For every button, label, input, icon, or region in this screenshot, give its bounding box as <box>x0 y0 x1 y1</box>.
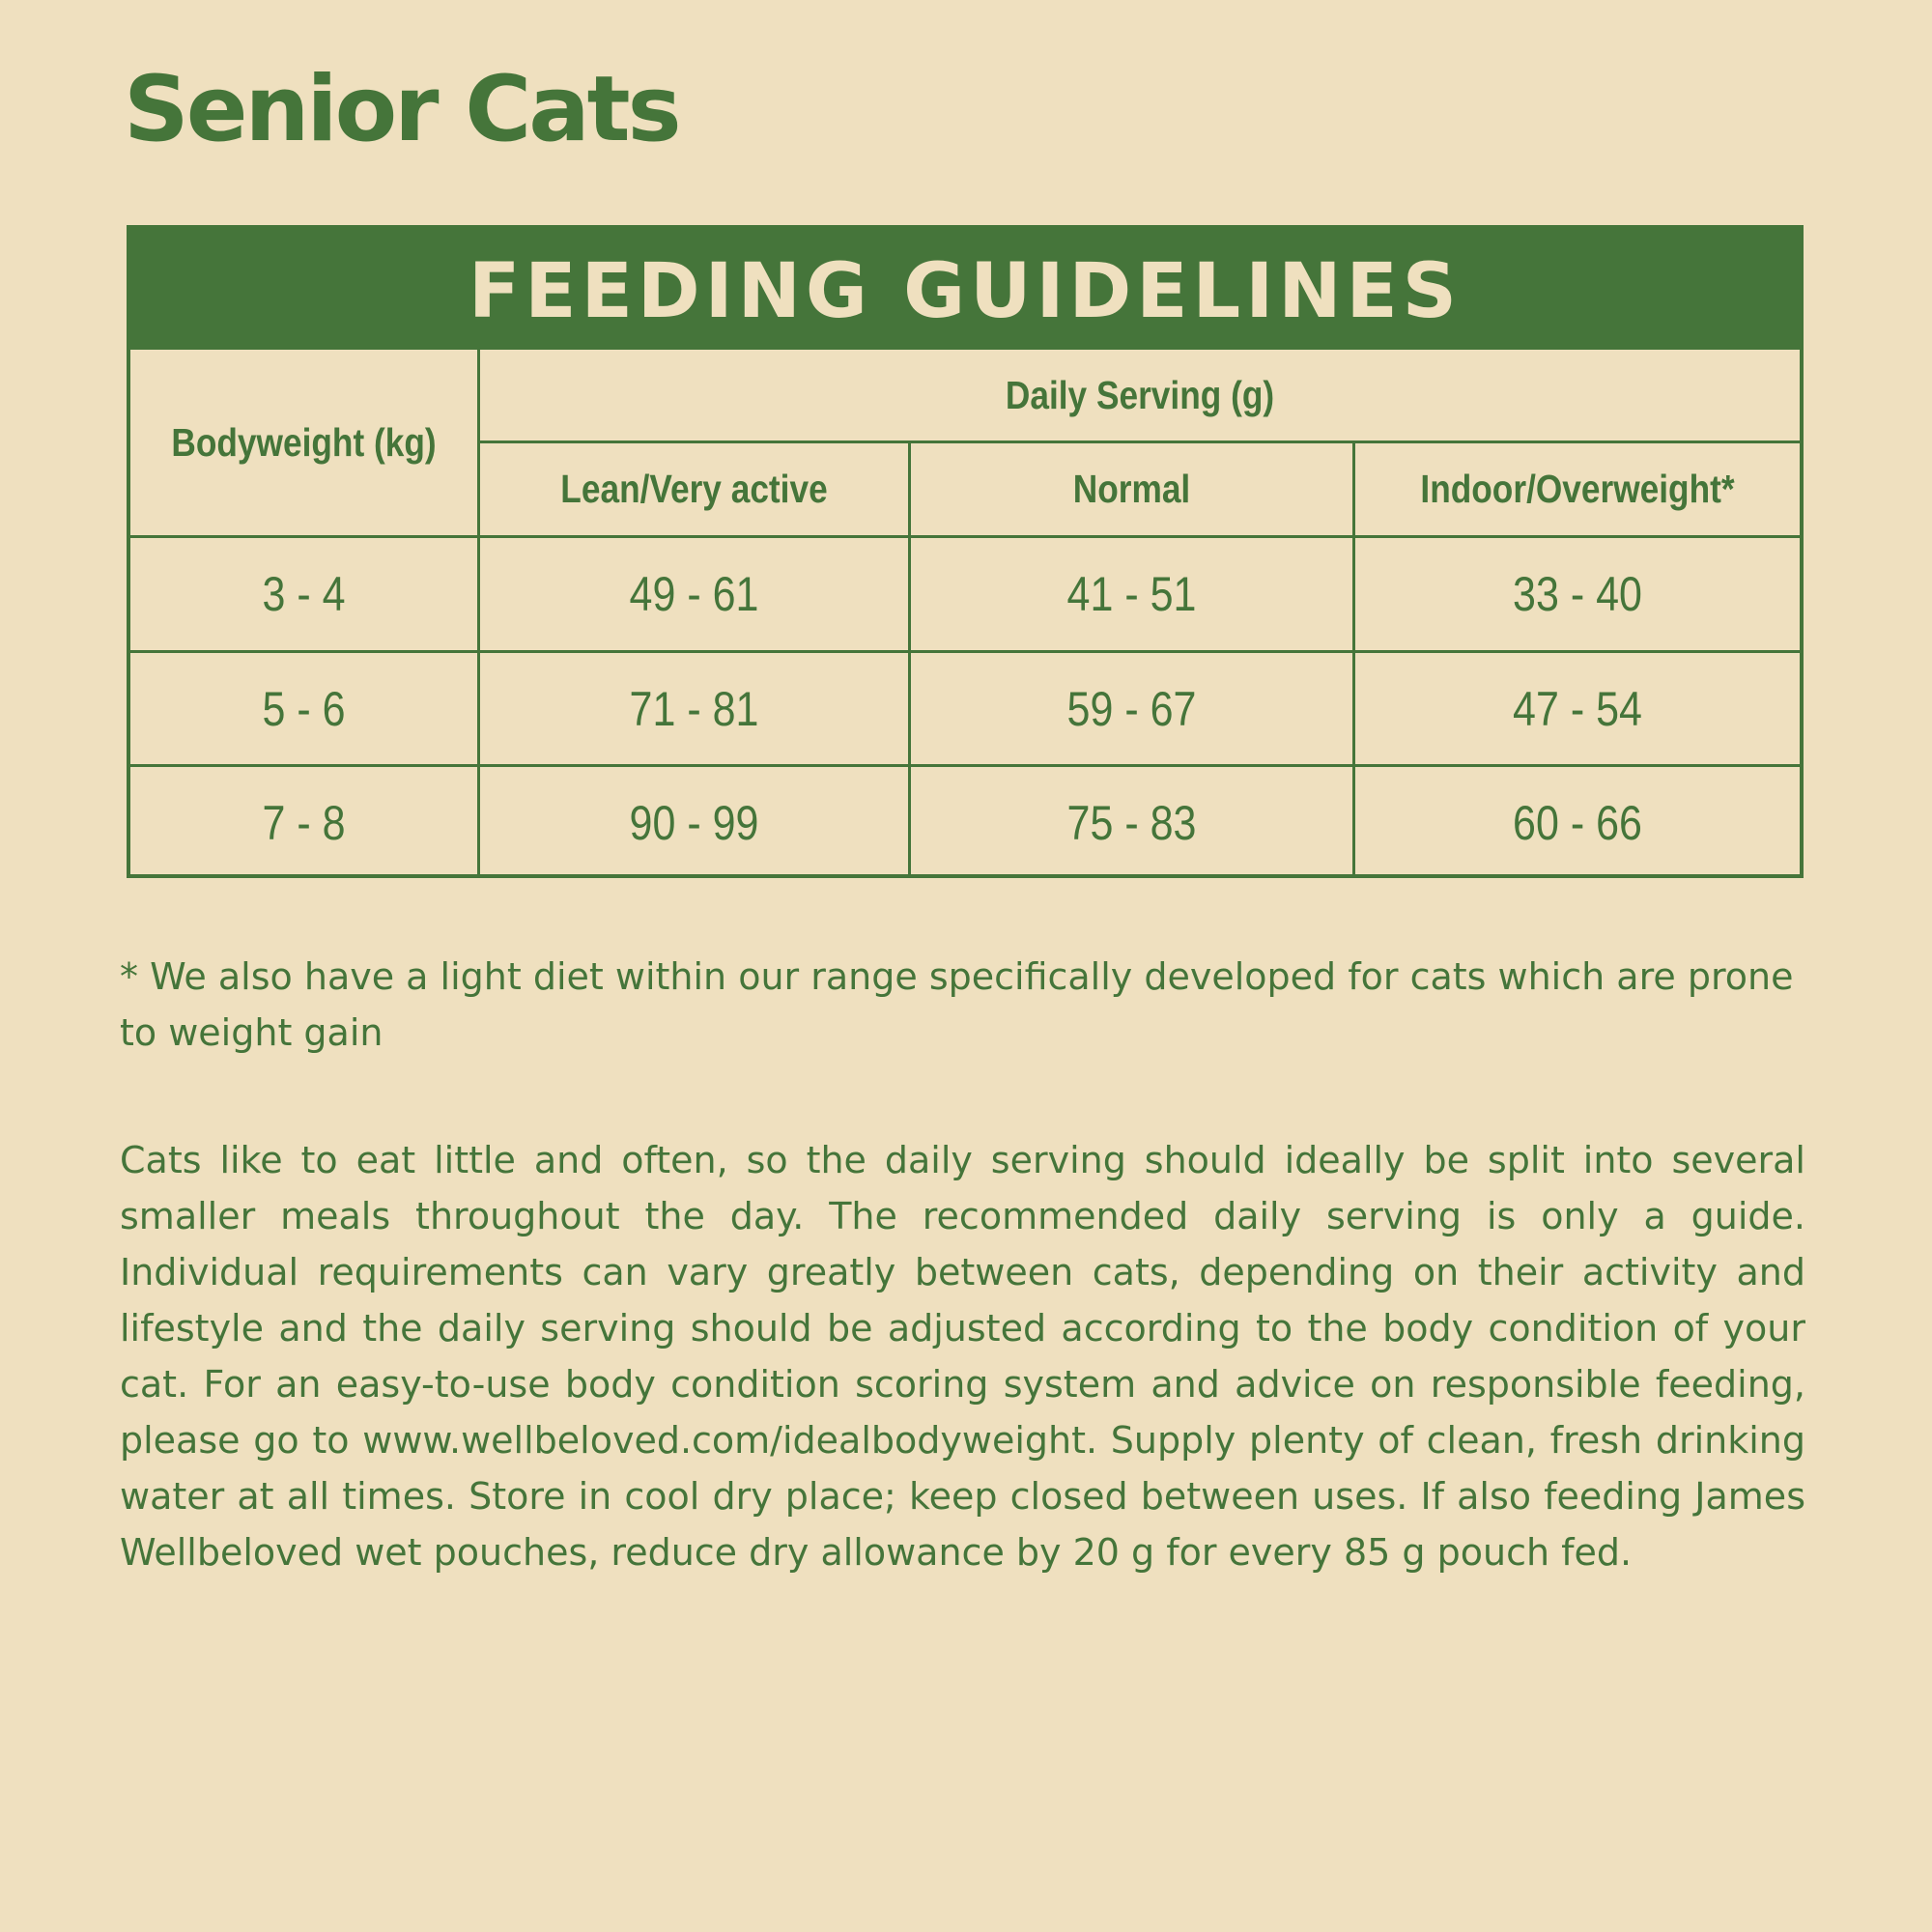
bodyweight-cell: 3 - 4 <box>262 567 346 621</box>
serving-cell-lean: 90 - 99 <box>629 795 759 850</box>
column-divider <box>908 440 911 878</box>
column-header-normal: Normal <box>1072 467 1191 511</box>
column-divider <box>477 350 480 878</box>
serving-cell-normal: 41 - 51 <box>1066 567 1197 621</box>
page-title: Senior Cats <box>124 57 679 162</box>
table-banner <box>130 229 1800 350</box>
column-divider <box>1352 440 1355 878</box>
serving-cell-indoor: 60 - 66 <box>1513 795 1642 850</box>
table-banner-title: FEEDING GUIDELINES <box>469 247 1462 335</box>
bodyweight-cell: 5 - 6 <box>262 681 346 736</box>
feeding-instructions: Cats like to eat little and often, so the daily serving should ideally be split into several smaller meals throughout the day. The recommended daily serving is only a guide. Individual requirements can vary greatly between cats, depending on their activity and lifestyle and the daily serving should be adjusted according to the body condition of your cat. For an easy-to-use body condition scoring system and advice on responsible feeding, please go to www.wellbeloved.com/idealbodyweight. Supply plenty of clean, fresh drinking water at all times. Store in cool dry place; keep closed between uses. If also feeding James Wellbeloved wet pouches, reduce dry allowance by 20 g for every 85 g pouch fed. <box>120 1139 1805 1574</box>
serving-cell-lean: 49 - 61 <box>629 567 759 621</box>
serving-cell-normal: 59 - 67 <box>1066 681 1197 736</box>
bodyweight-header: Bodyweight (kg) <box>171 419 437 465</box>
feeding-guidelines-table <box>127 225 1804 878</box>
column-header-lean: Lean/Very active <box>560 467 828 511</box>
serving-cell-indoor: 33 - 40 <box>1513 567 1642 621</box>
bodyweight-cell: 7 - 8 <box>262 795 346 850</box>
serving-cell-normal: 75 - 83 <box>1066 795 1197 850</box>
serving-cell-lean: 71 - 81 <box>629 681 759 736</box>
daily-serving-header: Daily Serving (g) <box>1005 372 1275 417</box>
footnote: * We also have a light diet within our range specifically developed for cats which are prone to weight gain <box>120 955 1794 1054</box>
column-header-indoor: Indoor/Overweight* <box>1420 467 1735 511</box>
serving-cell-indoor: 47 - 54 <box>1513 681 1642 736</box>
